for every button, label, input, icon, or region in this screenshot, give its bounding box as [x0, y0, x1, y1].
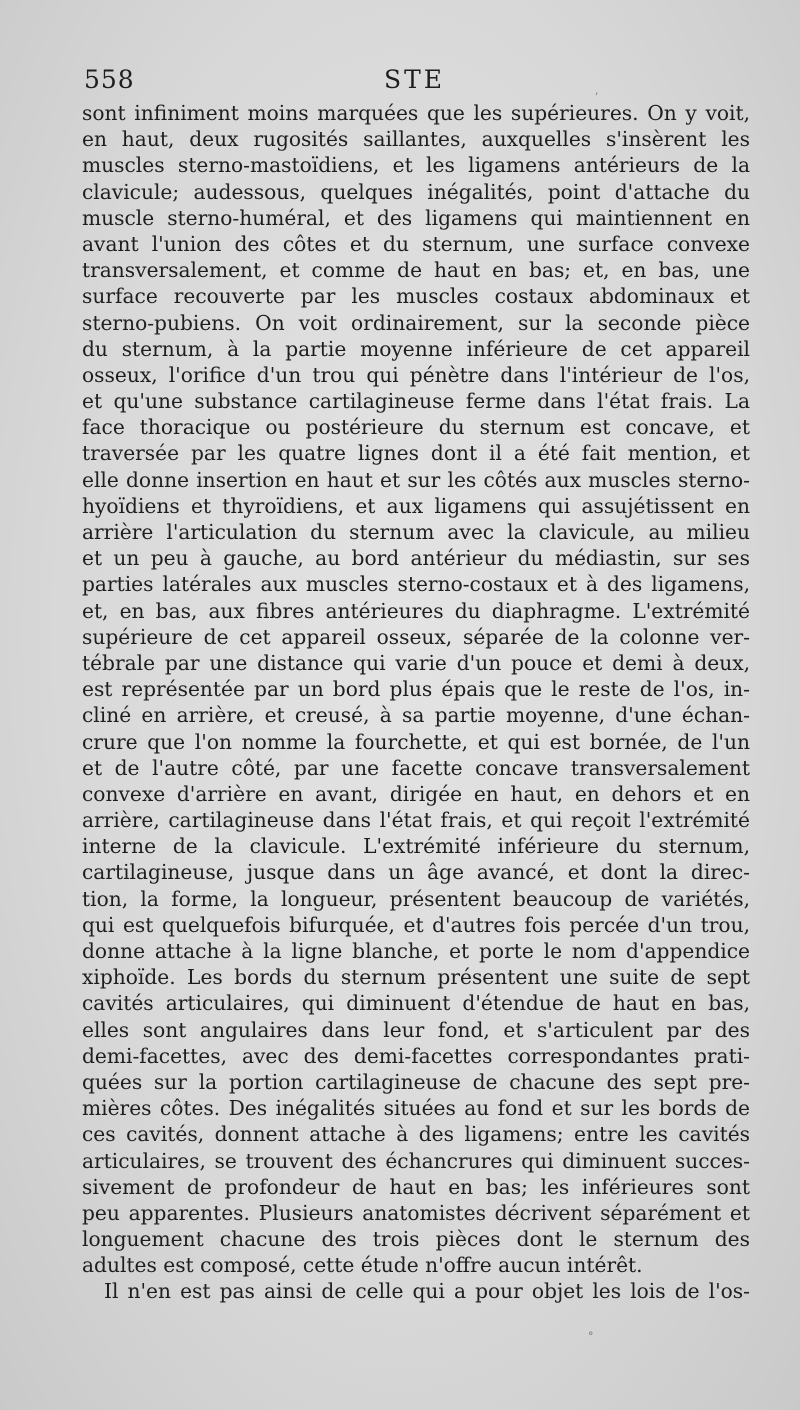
ink-speck: ° — [588, 1330, 594, 1343]
text-line: tébrale par une distance qui varie d'un pouce et demi à deux, — [82, 650, 750, 675]
text-line: arrière, cartilagineuse dans l'état frais, et qui reçoit l'extrémité — [82, 808, 750, 833]
text-line: clavicule; audessous, quelques inégalités, point d'attache du — [82, 179, 750, 204]
text-line: quées sur la portion cartilagineuse de chacune des sept pre- — [82, 1069, 750, 1094]
ink-speck: , — [595, 84, 599, 97]
text-line: xiphoïde. Les bords du sternum présentent une suite de sept — [82, 965, 750, 990]
text-line: articulaires, se trouvent des échancrures qui diminuent succes- — [82, 1148, 750, 1173]
text-line: cavités articulaires, qui diminuent d'étendue de haut en bas, — [82, 991, 750, 1016]
body-text — [82, 100, 750, 1305]
text-line: du sternum, à la partie moyenne inférieure de cet appareil — [82, 336, 750, 361]
text-line: et de l'autre côté, par une facette concave transversalement — [82, 755, 750, 780]
page-header — [84, 64, 749, 96]
text-line: sivement de profondeur de haut en bas; les inférieures sont — [82, 1174, 750, 1199]
text-line: surface recouverte par les muscles costaux abdominaux et — [82, 284, 750, 309]
text-line: cartilagineuse, jusque dans un âge avancé, et dont la direc- — [82, 860, 750, 885]
text-line: et qu'une substance cartilagineuse ferme dans l'état frais. La — [82, 389, 750, 414]
text-line: osseux, l'orifice d'un trou qui pénètre dans l'intérieur de l'os, — [82, 362, 750, 387]
text-line: traversée par les quatre lignes dont il a été fait mention, et — [82, 441, 750, 466]
text-line: peu apparentes. Plusieurs anatomistes décrivent séparément et — [82, 1200, 750, 1225]
text-line: transversalement, et comme de haut en bas; et, en bas, une — [82, 258, 750, 283]
text-line: hyoïdiens et thyroïdiens, et aux ligamens qui assujétissent en — [82, 493, 750, 518]
text-line: tion, la forme, la longueur, présentent beaucoup de variétés, — [82, 886, 750, 911]
text-line: mières côtes. Des inégalités situées au fond et sur les bords de — [82, 1096, 750, 1121]
text-line: et un peu à gauche, au bord antérieur du médiastin, sur ses — [82, 546, 750, 571]
text-line: muscles sterno-mastoïdiens, et les ligamens antérieurs de la — [82, 153, 750, 178]
text-line: interne de la clavicule. L'extrémité inférieure du sternum, — [82, 834, 750, 859]
running-head: STE — [384, 65, 446, 94]
text-line: sterno-pubiens. On voit ordinairement, sur la seconde pièce — [82, 310, 750, 335]
text-line: est représentée par un bord plus épais que le reste de l'os, in- — [82, 677, 750, 702]
text-line: parties latérales aux muscles sterno-costaux et à des ligamens, — [82, 572, 750, 597]
text-line: supérieure de cet appareil osseux, séparée de la colonne ver- — [82, 624, 750, 649]
text-line: demi-facettes, avec des demi-facettes correspondantes prati- — [82, 1043, 750, 1068]
text-line: sont infiniment moins marquées que les supérieures. On y voit, — [82, 101, 750, 125]
text-line: Il n'en est pas ainsi de celle qui a pour objet les lois de l'os- — [104, 1279, 750, 1304]
text-line: avant l'union des côtes et du sternum, une surface convexe — [82, 231, 750, 256]
text-line: elle donne insertion en haut et sur les côtés aux muscles sterno- — [82, 467, 750, 492]
text-line: elles sont angulaires dans leur fond, et s'articulent par des — [82, 1017, 750, 1042]
text-line: ces cavités, donnent attache à des ligamens; entre les cavités — [82, 1122, 750, 1147]
text-line: convexe d'arrière en avant, dirigée en haut, en dehors et en — [82, 781, 750, 806]
page-number: 558 — [84, 65, 135, 94]
text-line: longuement chacune des trois pièces dont le sternum des — [82, 1227, 750, 1252]
text-line: et, en bas, aux fibres antérieures du diaphragme. L'extrémité — [82, 598, 750, 623]
text-line: muscle sterno-huméral, et des ligamens qui maintiennent en — [82, 205, 750, 230]
text-line: adultes est composé, cette étude n'offre aucun intérêt. — [82, 1253, 643, 1278]
text-line: en haut, deux rugosités saillantes, auxquelles s'insèrent les — [82, 127, 750, 152]
text-line: qui est quelquefois bifurquée, et d'autres fois percée d'un trou, — [82, 912, 750, 937]
text-line: cliné en arrière, et creusé, à sa partie moyenne, d'une échan- — [82, 703, 750, 728]
text-line: arrière l'articulation du sternum avec la clavicule, au milieu — [82, 520, 750, 544]
text-line: donne attache à la ligne blanche, et porte le nom d'appendice — [82, 939, 750, 963]
text-line: face thoracique ou postérieure du sternum est concave, et — [82, 415, 750, 440]
text-line: crure que l'on nomme la fourchette, et qui est bornée, de l'un — [82, 729, 750, 754]
